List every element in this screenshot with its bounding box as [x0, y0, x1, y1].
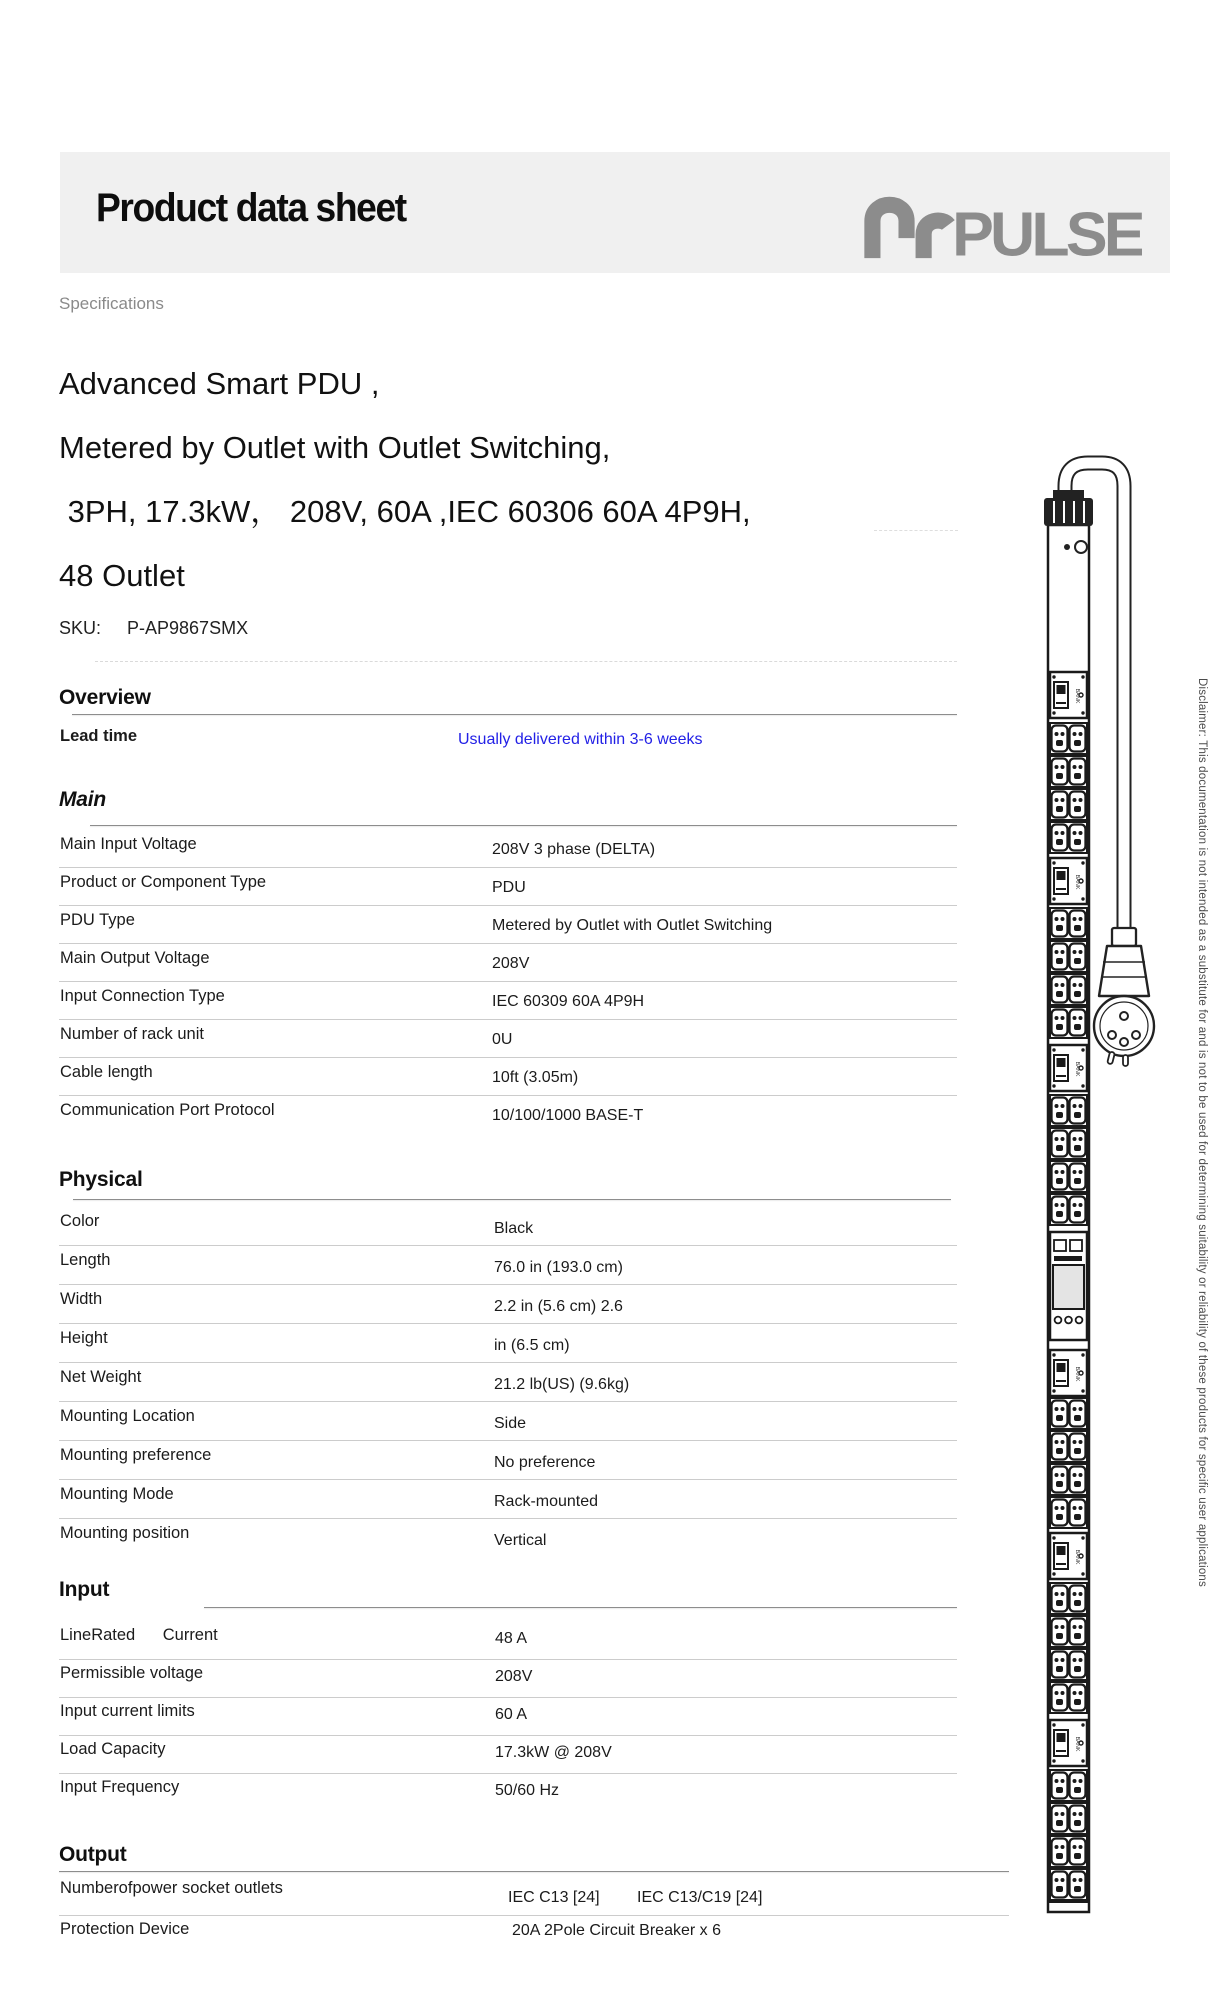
section-rows [59, 1622, 957, 1811]
outlet-pair-module [1050, 1649, 1087, 1680]
spec-row-label: Color [60, 1212, 100, 1230]
spec-row-value: 76.0 in (193.0 cm) [494, 1259, 623, 1276]
divider-dashed [95, 661, 957, 662]
cable-gland [1044, 490, 1093, 526]
spec-row-value: Usually delivered within 3-6 weeks [458, 731, 703, 748]
outlet-pair-module [1050, 1869, 1087, 1900]
svg-text:BANK: BANK [1074, 688, 1080, 704]
spec-row [59, 1659, 957, 1697]
outlet-pair-module [1050, 1803, 1087, 1834]
outlet-pair-module [1050, 974, 1087, 1005]
spec-row [59, 867, 957, 905]
section-rows [59, 1207, 957, 1557]
outlet-pair-module [1050, 941, 1087, 972]
spec-row-value: IEC C13 [24] [508, 1889, 600, 1906]
sku-value: P-AP9867SMX [127, 618, 249, 638]
spec-row-label: Mounting preference [60, 1446, 212, 1464]
outlet-pair-module [1050, 1836, 1087, 1867]
spec-row [59, 1284, 957, 1323]
outlet-pair-module [1050, 1464, 1087, 1495]
svg-text:BANK: BANK [1074, 874, 1080, 890]
spec-row [59, 1019, 957, 1057]
svg-text:BANK: BANK [1074, 1366, 1080, 1382]
outlet-pair-module [1050, 789, 1087, 820]
spec-row-value: 10ft (3.05m) [492, 1069, 579, 1086]
section-input [59, 1578, 957, 1811]
spec-row [59, 717, 957, 757]
logo-pulse-wave-2 [924, 221, 949, 259]
spec-row-label: Cable length [60, 1063, 153, 1081]
spec-row-value: Black [494, 1220, 534, 1237]
spec-row-label: Number of rack unit [60, 1025, 204, 1043]
circuit-breaker-module [1050, 1533, 1087, 1579]
spec-row [59, 1773, 957, 1811]
section-overview [59, 686, 957, 757]
spec-row-label: Lead time [60, 727, 138, 745]
spec-row-value: 21.2 lb(US) (9.6kg) [494, 1376, 630, 1393]
spec-row [59, 1479, 957, 1518]
spec-row-value: IEC 60309 60A 4P9H [492, 993, 645, 1010]
spec-row-label: Main Input Voltage [60, 835, 197, 853]
spec-row-value: 208V [492, 955, 530, 972]
spec-row [59, 1323, 957, 1362]
spec-row-value: 208V [495, 1668, 533, 1685]
product-title-line: 48 Outlet [59, 558, 185, 593]
spec-row [59, 1401, 957, 1440]
page-title: Product data sheet [96, 186, 406, 230]
outlet-pair-module [1050, 723, 1087, 754]
outlet-pair-module [1050, 822, 1087, 853]
logo-wordmark: PULSE [952, 199, 1142, 260]
spec-row-value: IEC C13/C19 [24] [637, 1889, 763, 1906]
spec-row-label: Width [60, 1290, 103, 1308]
management-display-module [1050, 1232, 1087, 1340]
disclaimer-vertical-text: Disclaimer: This documentation is not intended as a substitute for and is not to be used for determining suitability or reliability of these products for specific user applications [1196, 678, 1208, 1587]
product-title-line: Advanced Smart PDU , [59, 366, 380, 401]
spec-row-label: Main Output Voltage [60, 949, 210, 967]
subtitle-specifications: Specifications [59, 294, 164, 313]
spec-row-value: Side [494, 1415, 527, 1432]
spec-row-label: Numberofpower socket outlets [60, 1879, 283, 1897]
outlet-pair-module [1050, 1431, 1087, 1462]
spec-row [59, 1697, 957, 1735]
section-heading-physical: Physical [59, 1168, 143, 1191]
section-main [59, 788, 957, 1133]
spec-row-value: in (6.5 cm) [494, 1337, 570, 1354]
spec-row [59, 981, 957, 1019]
spec-row-value: Rack-mounted [494, 1493, 599, 1510]
spec-row-value: Metered by Outlet with Outlet Switching [492, 917, 773, 934]
outlet-pair-module [1050, 756, 1087, 787]
spec-row-label: Protection Device [60, 1920, 190, 1938]
spec-row [59, 1518, 957, 1557]
spec-row-label: Load Capacity [60, 1740, 166, 1758]
spec-row-value: 2.2 in (5.6 cm) 2.6 [494, 1298, 623, 1315]
spec-row-value: 10/100/1000 BASE-T [492, 1107, 644, 1124]
surpulse-logo [857, 168, 1142, 260]
spec-row-label: Mounting Location [60, 1407, 195, 1425]
section-rule [59, 1871, 1009, 1872]
outlet-pair-module [1050, 1770, 1087, 1801]
spec-row [59, 943, 957, 981]
spec-row-label: Communication Port Protocol [60, 1101, 275, 1119]
spec-row-value: 60 A [495, 1706, 528, 1723]
section-output [59, 1843, 1009, 1956]
product-title [59, 352, 959, 608]
outlet-pair-module [1050, 908, 1087, 939]
pdu-product-illustration [1020, 450, 1170, 1920]
spec-row-value: 50/60 Hz [495, 1782, 560, 1799]
spec-row-label: PDU Type [60, 911, 135, 929]
spec-row-value: 17.3kW @ 208V [495, 1744, 612, 1761]
section-rows [59, 717, 957, 757]
spec-row-label: Height [60, 1329, 108, 1347]
section-rule [90, 825, 957, 826]
spec-row-value: No preference [494, 1454, 596, 1471]
section-rule [204, 1607, 957, 1608]
svg-text:BANK: BANK [1074, 1549, 1080, 1565]
section-heading-main: Main [59, 788, 107, 811]
section-physical [59, 1168, 957, 1557]
sku-row [59, 618, 248, 639]
section-heading-input: Input [59, 1578, 110, 1601]
spec-row-label: Input Connection Type [60, 987, 225, 1005]
outlet-pair-module [1050, 1682, 1087, 1713]
circuit-breaker-module [1050, 1720, 1087, 1766]
outlet-pair-module [1050, 1128, 1087, 1159]
outlet-pair-module [1050, 1161, 1087, 1192]
spec-row-value: Vertical [494, 1532, 547, 1549]
section-heading-output: Output [59, 1843, 127, 1866]
svg-text:BANK: BANK [1074, 1061, 1080, 1077]
spec-row-label: Length [60, 1251, 111, 1269]
spec-row [59, 1245, 957, 1284]
spec-row-label: Input current limits [60, 1702, 195, 1720]
spec-row [59, 1440, 957, 1479]
section-rows [59, 1875, 1009, 1956]
section-rule [73, 1199, 951, 1200]
spec-row [59, 1362, 957, 1401]
outlet-pair-module [1050, 1007, 1087, 1038]
spec-row-value: PDU [492, 879, 526, 896]
circuit-breaker-module [1050, 858, 1087, 904]
outlet-pair-module [1050, 1616, 1087, 1647]
spec-row-label: Net Weight [60, 1368, 142, 1386]
spec-row-label: Mounting Mode [60, 1485, 174, 1503]
spec-row-value: 0U [492, 1031, 513, 1048]
iec-60309-plug [1094, 928, 1154, 1066]
spec-row [59, 1915, 1009, 1956]
spec-row [59, 1057, 957, 1095]
spec-row-value: 48 A [495, 1630, 528, 1647]
spec-row-value: 208V 3 phase (DELTA) [492, 841, 656, 858]
product-title-line: 3PH, 17.3kW， 208V, 60A ,IEC 60306 60A 4P9H, [59, 494, 751, 529]
spec-row [59, 1207, 957, 1245]
section-rows [59, 830, 957, 1133]
spec-row [59, 1095, 957, 1133]
svg-text:BANK: BANK [1074, 1736, 1080, 1752]
spec-row [59, 830, 957, 867]
outlet-pair-module [1050, 1583, 1087, 1614]
logo-pulse-wave [872, 205, 906, 258]
sku-label: SKU: [59, 618, 102, 638]
outlet-pair-module [1050, 1398, 1087, 1429]
divider-dashed-short [874, 530, 958, 531]
spec-row-label: Product or Component Type [60, 873, 267, 891]
outlet-pair-module [1050, 1194, 1087, 1225]
spec-row [59, 1622, 957, 1659]
circuit-breaker-module [1050, 672, 1087, 718]
spec-row-label: Mounting position [60, 1524, 190, 1542]
section-rule [72, 714, 957, 715]
circuit-breaker-module [1050, 1350, 1087, 1396]
spec-row-value: 20A 2Pole Circuit Breaker x 6 [512, 1922, 721, 1939]
outlet-pair-module [1050, 1095, 1087, 1126]
spec-row-label: Permissible voltage [60, 1664, 204, 1682]
spec-row [59, 1735, 957, 1773]
outlet-pair-module [1050, 1497, 1087, 1528]
spec-row-label: LineRated Current [60, 1626, 218, 1644]
spec-row [59, 1875, 1009, 1915]
circuit-breaker-module [1050, 1045, 1087, 1091]
spec-row [59, 905, 957, 943]
spec-row-label: Input Frequency [60, 1778, 180, 1796]
header-band [60, 152, 1170, 273]
product-title-line: Metered by Outlet with Outlet Switching, [59, 430, 611, 465]
section-heading-overview: Overview [59, 686, 151, 709]
